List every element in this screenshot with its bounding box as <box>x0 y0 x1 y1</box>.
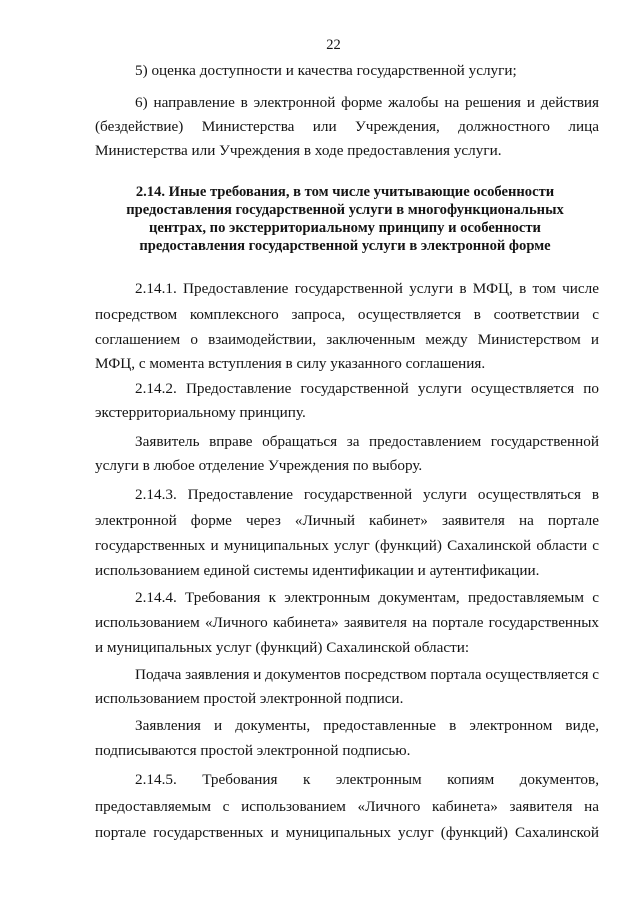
paragraph-filing-line-2: использованием простой электронной подписи. <box>95 690 404 707</box>
paragraph-2-14-3-line-3: государственных и муниципальных услуг (функций) Сахалинской области с <box>95 537 599 554</box>
paragraph-2-14-3-line-1: 2.14.3. Предоставление государственной услуги осуществляться в <box>135 486 599 503</box>
paragraph-2-14-3-line-4: использованием единой системы идентификации и аутентификации. <box>95 562 540 579</box>
paragraph-applicant-line-2: услуги в любое отделение Учреждения по выбору. <box>95 457 423 474</box>
section-heading-line-3: центрах, по экстерриториальному принципу и особенности <box>149 220 541 236</box>
paragraph-2-14-1-line-1: 2.14.1. Предоставление государственной услуги в МФЦ, в том числе <box>135 280 599 297</box>
paragraph-documents-line-1: Заявления и документы, предоставленные в электронном виде, <box>135 717 599 734</box>
paragraph-2-14-4-line-3: и муниципальных услуг (функций) Сахалинской области: <box>95 639 470 656</box>
section-heading-line-4: предоставления государственной услуги в электронной форме <box>139 238 551 254</box>
paragraph-2-14-5-line-2: предоставляемым с использованием «Личного кабинета» заявителя на <box>95 798 599 815</box>
paragraph-2-14-3-line-2: электронной форме через «Личный кабинет» заявителя на портале <box>95 512 599 529</box>
paragraph-2-14-1-line-4: МФЦ, с момента вступления в силу указанного соглашения. <box>95 355 486 372</box>
list-item-6-line-1: 6) направление в электронной форме жалобы на решения и действия <box>135 94 599 111</box>
paragraph-applicant-line-1: Заявитель вправе обращаться за предоставлением государственной <box>135 433 599 450</box>
section-heading-line-2: предоставления государственной услуги в многофункциональных <box>126 202 564 218</box>
paragraph-2-14-4-line-2: использованием «Личного кабинета» заявителя на портале государственных <box>95 614 599 631</box>
paragraph-2-14-5-line-1: 2.14.5. Требования к электронным копиям документов, <box>135 771 599 788</box>
paragraph-2-14-4-line-1: 2.14.4. Требования к электронным документам, предоставляемым с <box>135 589 599 606</box>
paragraph-2-14-1-line-2: посредством комплексного запроса, осуществляется в соответствии с <box>95 306 599 323</box>
paragraph-filing-line-1: Подача заявления и документов посредством портала осуществляется с <box>135 666 599 683</box>
paragraph-2-14-2-line-2: экстерриториальному принципу. <box>95 404 306 421</box>
paragraph-2-14-1-line-3: соглашением о взаимодействии, заключенным между Министерством и <box>95 331 599 348</box>
page-number: 22 <box>326 37 341 53</box>
list-item-6-line-2: (бездействие) Министерства или Учреждения, должностного лица <box>95 118 599 135</box>
section-heading-line-1: 2.14. Иные требования, в том числе учитывающие особенности <box>135 184 555 200</box>
list-item-6-line-3: Министерства или Учреждения в ходе предоставления услуги. <box>95 142 502 159</box>
paragraph-2-14-5-line-3: портале государственных и муниципальных услуг (функций) Сахалинской <box>95 824 599 841</box>
list-item-5: 5) оценка доступности и качества государственной услуги; <box>135 62 517 79</box>
paragraph-documents-line-2: подписываются простой электронной подписью. <box>95 742 411 759</box>
paragraph-2-14-2-line-1: 2.14.2. Предоставление государственной услуги осуществляется по <box>135 380 599 397</box>
